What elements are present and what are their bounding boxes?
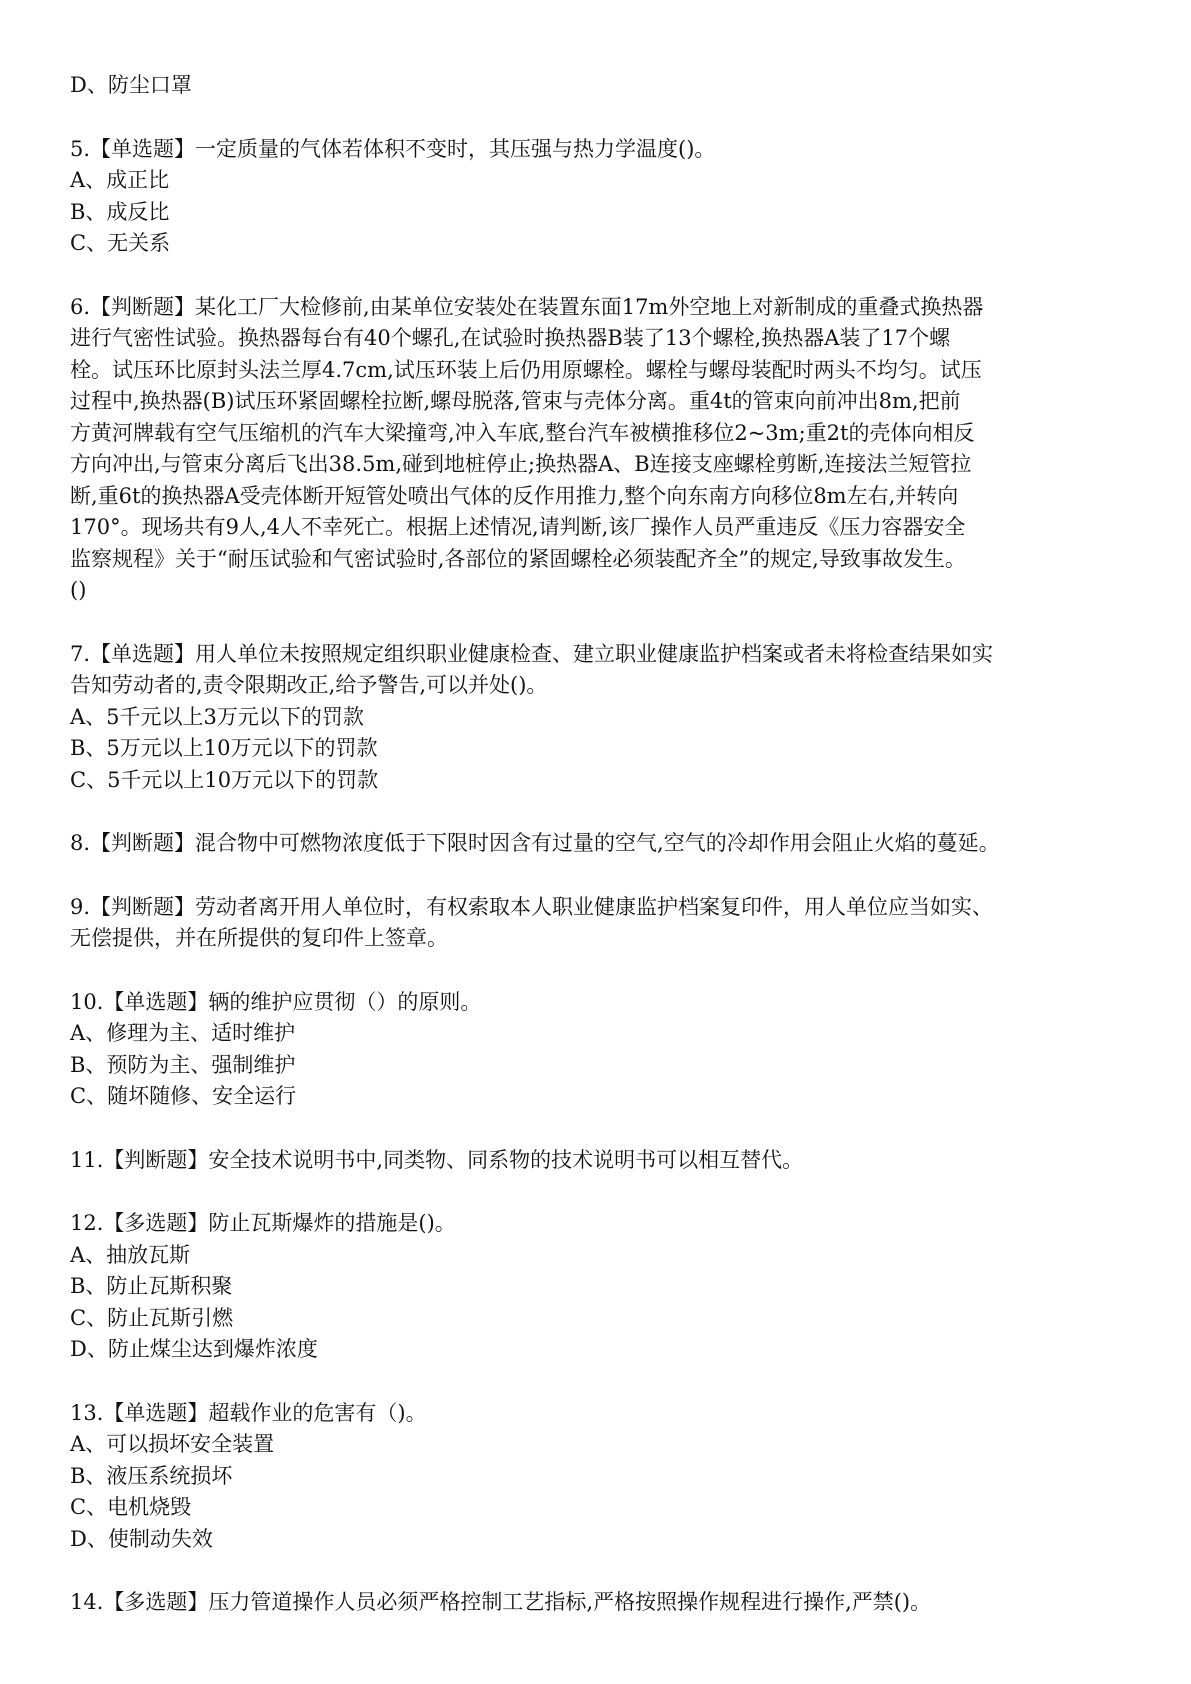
option-c: C、无关系 (70, 231, 171, 255)
option-d: D、防尘口罩 (70, 73, 192, 97)
option-b: B、5万元以上10万元以下的罚款 (70, 736, 378, 760)
option-c: C、5千元以上10万元以下的罚款 (70, 767, 379, 792)
question-8 (70, 828, 1133, 860)
question-stem-line: 告知劳动者的,责令限期改正,给予警告,可以并处()。 (70, 673, 548, 697)
question-stem-line: 9.【判断题】劳动者离开用人单位时，有权索取本人职业健康监护档案复印件，用人单位应当如实、 (70, 894, 994, 919)
question-7 (70, 639, 1133, 797)
question-stem-line: () (70, 578, 87, 602)
option-b: B、预防为主、强制维护 (70, 1052, 296, 1077)
question-stem: 5.【单选题】一定质量的气体若体积不变时，其压强与热力学温度()。 (70, 136, 716, 161)
question-stem: 11.【判断题】安全技术说明书中,同类物、同系物的技术说明书可以相互替代。 (70, 1147, 804, 1172)
option-b: B、防止瓦斯积聚 (70, 1274, 233, 1298)
option-c: C、电机烧毁 (70, 1495, 192, 1519)
question-stem-line: 方黄河牌载有空气压缩机的汽车大梁撞弯,冲入车底,整台汽车被横推移位2~3m;重2t的壳体向相反 (70, 420, 975, 445)
question-12 (70, 1208, 1133, 1366)
question-stem-line: 进行气密性试验。换热器每台有40个螺孔,在试验时换热器B装了13个螺栓,换热器A装了17个螺 (70, 326, 951, 350)
question-stem: 8.【判断题】混合物中可燃物浓度低于下限时因含有过量的空气,空气的冷却作用会阻止火焰的蔓延。 (70, 831, 1000, 855)
question-5 (70, 134, 1133, 260)
question-4-tail (70, 70, 1133, 102)
question-stem: 13.【单选题】超载作业的危害有（)。 (70, 1400, 427, 1425)
question-9 (70, 892, 1133, 955)
option-b: B、液压系统损坏 (70, 1463, 233, 1488)
question-11 (70, 1145, 1133, 1177)
option-d: D、防止煤尘达到爆炸浓度 (70, 1337, 318, 1361)
option-c: C、防止瓦斯引燃 (70, 1305, 234, 1330)
question-10 (70, 987, 1133, 1113)
question-stem-line: 断,重6t的换热器A受壳体断开短管处喷出气体的反作用推力,整个向东南方向移位8m左右,并转向 (70, 483, 959, 508)
option-a: A、可以损坏安全装置 (70, 1432, 275, 1456)
question-stem-line: 栓。试压环比原封头法兰厚4.7cm,试压环装上后仍用原螺栓。螺栓与螺母装配时两头不均匀。试压 (70, 357, 982, 382)
question-stem-line: 无偿提供，并在所提供的复印件上签章。 (70, 926, 448, 950)
question-stem: 14.【多选题】压力管道操作人员必须严格控制工艺指标,严格按照操作规程进行操作,严禁()。 (70, 1590, 932, 1614)
question-stem-line: 7.【单选题】用人单位未按照规定组织职业健康检查、建立职业健康监护档案或者未将检查结果如实 (70, 641, 994, 666)
question-stem-line: 监察规程》关于“耐压试验和气密试验时,各部位的紧固螺栓必须装配齐全”的规定,导致事故发生。 (70, 546, 966, 571)
question-stem-line: 170°。现场共有9人,4人不幸死亡。根据上述情况,请判断,该厂操作人员严重违反《压力容器安全 (70, 515, 966, 539)
question-6 (70, 292, 1133, 607)
option-a: A、修理为主、适时维护 (70, 1021, 296, 1045)
option-c: C、随坏随修、安全运行 (70, 1084, 297, 1108)
question-stem: 10.【单选题】辆的维护应贯彻（）的原则。 (70, 989, 482, 1014)
option-a: A、5千元以上3万元以下的罚款 (70, 704, 364, 729)
option-a: A、成正比 (70, 168, 170, 192)
option-a: A、抽放瓦斯 (70, 1242, 191, 1267)
question-stem: 12.【多选题】防止瓦斯爆炸的措施是()。 (70, 1211, 456, 1235)
question-stem-line: 方向冲出,与管束分离后飞出38.5m,碰到地桩停止;换热器A、B连接支座螺栓剪断,连接法兰短管拉 (70, 452, 972, 476)
question-stem-line: 6.【判断题】某化工厂大检修前,由某单位安装处在装置东面17m外空地上对新制成的重叠式换热器 (70, 294, 984, 319)
question-13 (70, 1398, 1133, 1556)
question-stem-line: 过程中,换热器(B)试压环紧固螺栓拉断,螺母脱落,管束与壳体分离。重4t的管束向前冲出8m,把前 (70, 389, 961, 413)
option-d: D、使制动失效 (70, 1526, 213, 1551)
option-b: B、成反比 (70, 199, 170, 224)
question-14 (70, 1587, 1133, 1619)
